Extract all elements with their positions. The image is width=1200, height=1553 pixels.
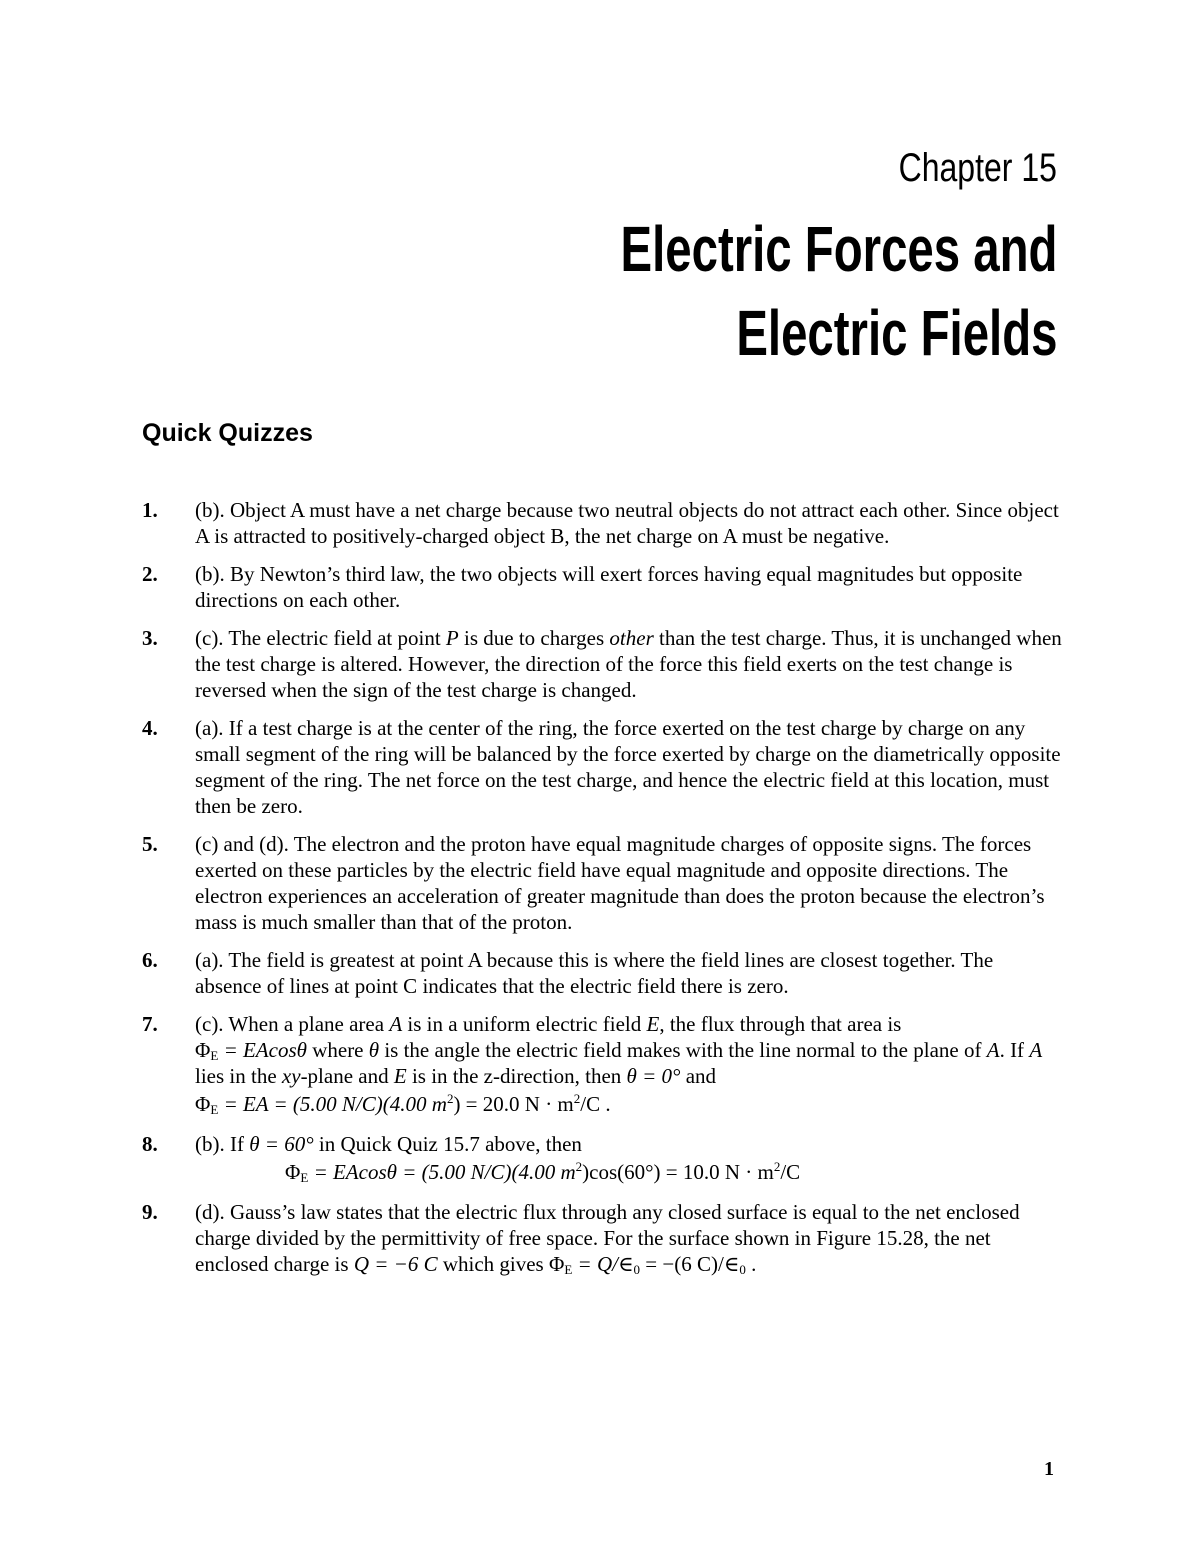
quiz-answer-text: (c) and (d). The electron and the proton have equal magnitude charges of opposite signs. The forces exerted on these particles by the electric field have equal magnitude and opposite directions. The electron experiences an acceleration of greater magnitude than does the proton because the electron’s mass is much smaller than that of the proton.	[195, 832, 1045, 934]
quiz-number: 6.	[142, 948, 158, 972]
quiz-number: 4.	[142, 716, 158, 740]
gauss-equation: $\Phi_E$ = $Q/\in_0 = -(6$ $C)/\in_0$ .	[548, 1252, 757, 1277]
chapter-title	[620, 207, 1057, 375]
quiz-answer-text: (b). Object A must have a net charge because two neutral objects do not attract each other. Since object A is attracted to positively-charged object B, the net charge on A must be negative.	[195, 498, 1059, 548]
page-number: 1	[1044, 1458, 1054, 1480]
quiz-number: 1.	[142, 498, 158, 522]
quiz-item-6	[142, 947, 1062, 999]
quiz-answer-list	[142, 497, 1062, 1289]
quiz-number: 7.	[142, 1012, 158, 1036]
quiz-answer-text: (b). By Newton’s third law, the two objects will exert forces having equal magnitudes but opposite directions on each other.	[195, 562, 1023, 612]
quiz-item-9	[142, 1199, 1062, 1277]
chapter-title-line-2: Electric Fields	[735, 297, 1057, 369]
quiz-item-1	[142, 497, 1062, 549]
quiz-answer-text: (a). The field is greatest at point A because this is where the field lines are closest together. The absence of lines at point C indicates that the electric field there is zero.	[195, 948, 994, 998]
quiz-number: 9.	[142, 1200, 158, 1224]
quiz-answer-text: (c). The electric field at point P is due to charges other than the test charge. Thus, it is unchanged when the test charge is altered. However, the direction of the force this field exerts on the test change is reversed when the sign of the test charge is changed.	[195, 626, 1062, 702]
quiz-item-2	[142, 561, 1062, 613]
flux-equation: $\Phi_E = EAcos\theta$	[195, 1038, 307, 1063]
quiz-number: 2.	[142, 562, 158, 586]
flux-angle-equation: $\Phi_E = EAcos\theta = (5.00$ N/C)(4.00 $m^2)\cos(60^\circ) = 10.0$ $N \cdot m^2/C$	[285, 1159, 801, 1185]
quiz-item-3	[142, 625, 1062, 703]
quiz-answer-text: (b). If θ = 60° in Quick Quiz 15.7 above, then	[195, 1132, 582, 1156]
quiz-item-5	[142, 831, 1062, 935]
chapter-label: Chapter 15	[898, 146, 1057, 190]
section-heading: Quick Quizzes	[142, 419, 313, 447]
quiz-answer-text: (a). If a test charge is at the center of the ring, the force exerted on the test charge by charge on any small segment of the ring will be balanced by the force exerted by charge on the diametrically opposite segment of the ring. The net force on the test charge, and hence the electric field at this location, must then be zero.	[195, 716, 1061, 818]
quiz-item-8	[142, 1131, 1062, 1187]
quiz-answer-text: (d). Gauss’s law states that the electric flux through any closed surface is equal to the net enclosed charge divided by the permittivity of free space. For the surface shown in Figure 15.28, the net enclosed charge is Q = −6 C which gives $\Phi_E$ = $Q/\in_0 = -(6$ $C)/\in_0$ .	[195, 1200, 1020, 1277]
quiz-number: 3.	[142, 626, 158, 650]
quiz-item-4	[142, 715, 1062, 819]
chapter-title-line-1: Electric Forces and	[620, 213, 1057, 285]
quiz-number: 5.	[142, 832, 158, 856]
quiz-answer-text: (c). When a plane area A is in a uniform electric field E, the flux through that area is $\Phi_E = EAcos\theta$ where θ is the angle the electric field makes with the line normal to the plane of A. If A lies in the xy-plane and E is in the z-direction, then θ = 0° and	[195, 1012, 1043, 1088]
quiz-number: 8.	[142, 1132, 158, 1156]
quiz-item-7	[142, 1011, 1062, 1119]
flux-result-equation: $\Phi_E$ = EA = (5.00 N/C)(4.00 $m^2) = 20.0$ $N \cdot m^2/C$ .	[195, 1091, 611, 1117]
